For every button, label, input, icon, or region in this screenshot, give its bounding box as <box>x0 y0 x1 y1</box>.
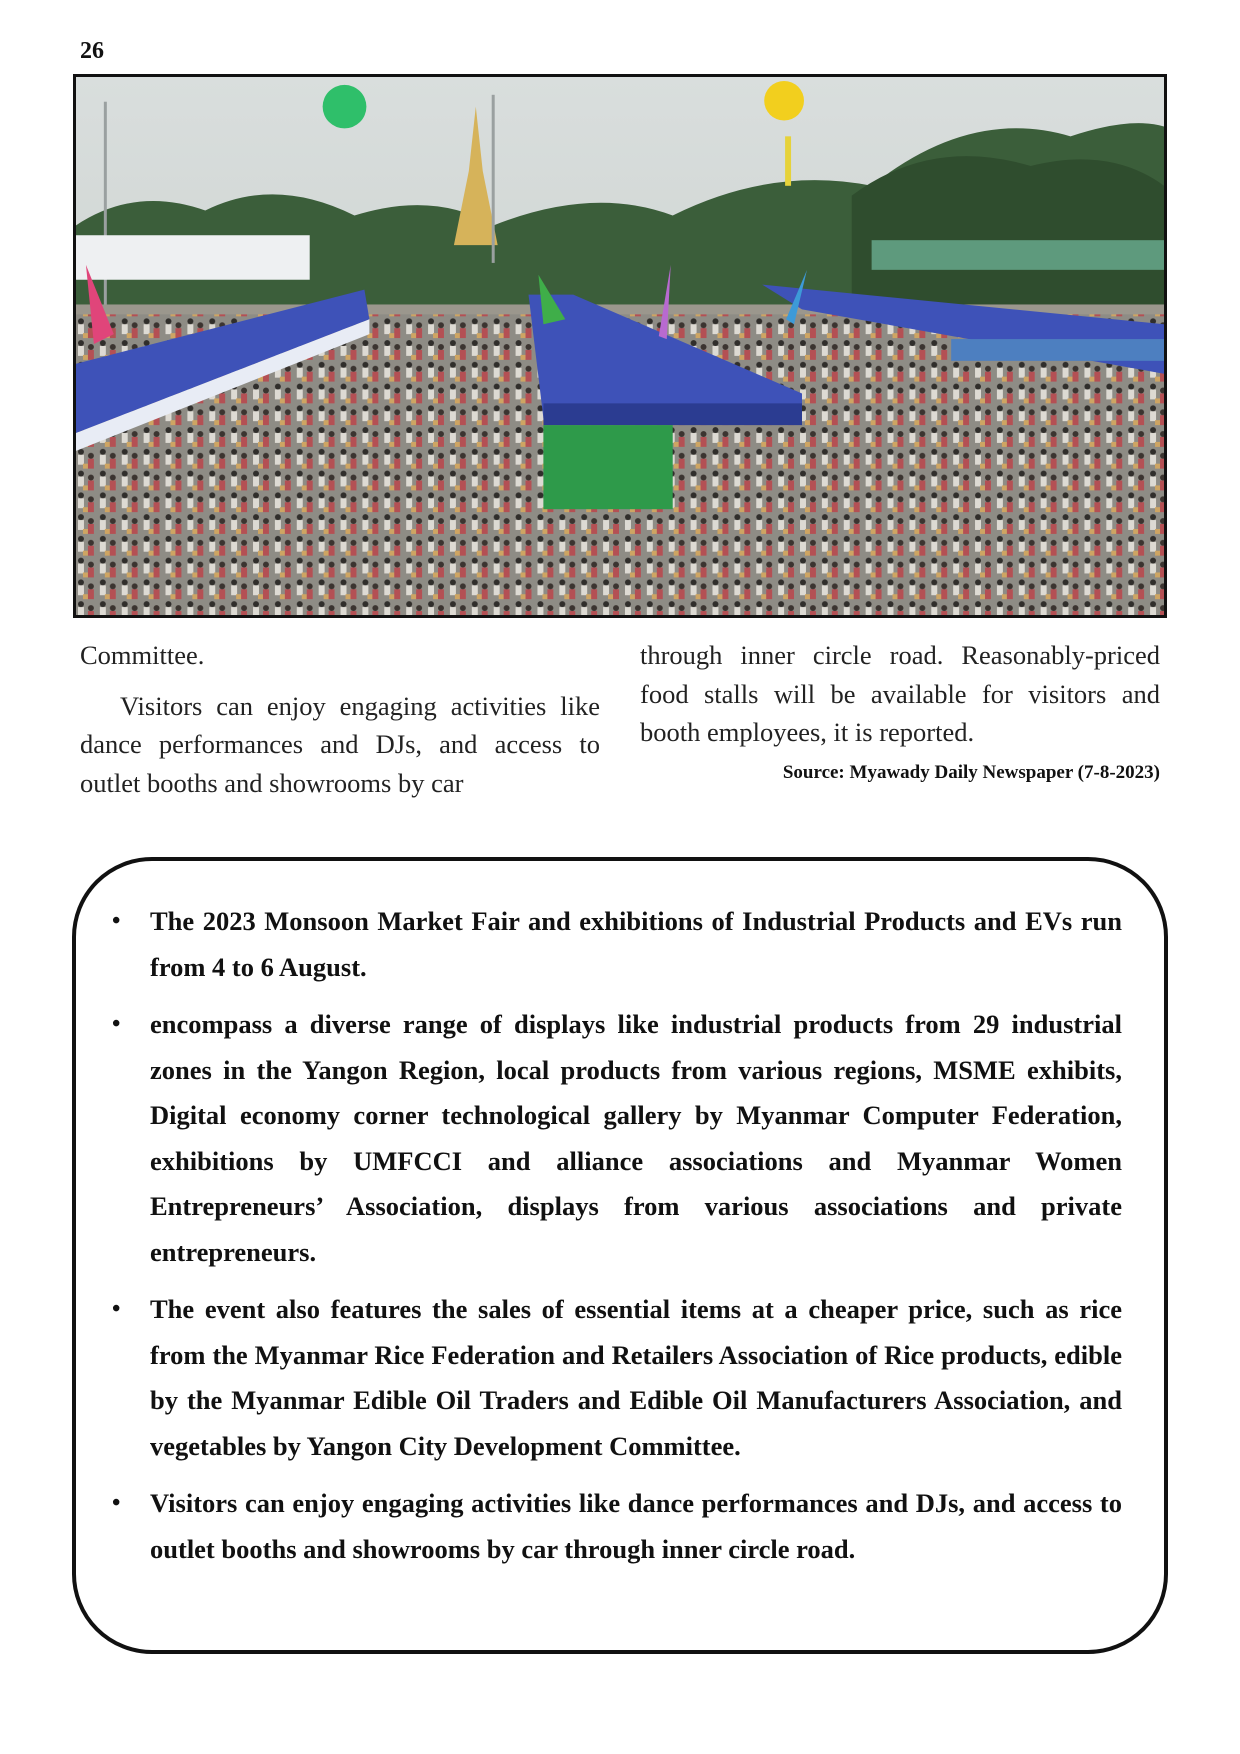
green-canopy <box>872 240 1164 270</box>
fair-photo <box>73 74 1167 618</box>
article-paragraph: Visitors can enjoy engaging activities like dance performances and DJs, and access to outlet booths and showrooms by car <box>80 690 600 798</box>
article-right-column <box>640 636 1160 752</box>
fair-crowd-illustration <box>76 77 1164 615</box>
article-paragraph: Committee. <box>80 640 205 670</box>
summary-item: • The event also features the sales of essential items at a cheaper price, such as rice from the Myanmar Rice Federation and Retailers Association of Rice products, edible by the Myanmar Edible Oil Traders and Edible Oil Manufacturers Association, and vegetables by Yangon City Development Committee. <box>150 1287 1122 1469</box>
light-pole <box>492 95 495 263</box>
summary-item: • encompass a diverse range of displays like industrial products from 29 industrial zones in the Yangon Region, local products from various regions, MSME exhibits, Digital economy corner technological gallery by Myanmar Computer Federation, exhibitions by UMFCCI and alliance associations and Myanmar Women Entrepreneurs’ Association, displays from various associations and private entrepreneurs. <box>150 1002 1122 1275</box>
page-number: 26 <box>80 38 104 64</box>
summary-list <box>76 861 1164 1572</box>
source-credit: Source: Myawady Daily Newspaper (7-8-2023) <box>782 762 1160 783</box>
article-left-column <box>80 636 600 802</box>
green-balloon <box>323 85 367 129</box>
green-stall <box>543 425 672 509</box>
article-paragraph: through inner circle road. Reasonably-priced food stalls will be available for visitors and booth employees, it is reported. <box>640 640 1160 747</box>
pavilion <box>76 235 310 280</box>
yellow-balloon <box>764 81 804 121</box>
summary-item: • The 2023 Monsoon Market Fair and exhibitions of Industrial Products and EVs run from 4 to 6 August. <box>150 899 1122 990</box>
summary-box <box>72 857 1168 1654</box>
summary-item: • Visitors can enjoy engaging activities like dance performances and DJs, and access to outlet booths and showrooms by car through inner circle road. <box>150 1481 1122 1572</box>
